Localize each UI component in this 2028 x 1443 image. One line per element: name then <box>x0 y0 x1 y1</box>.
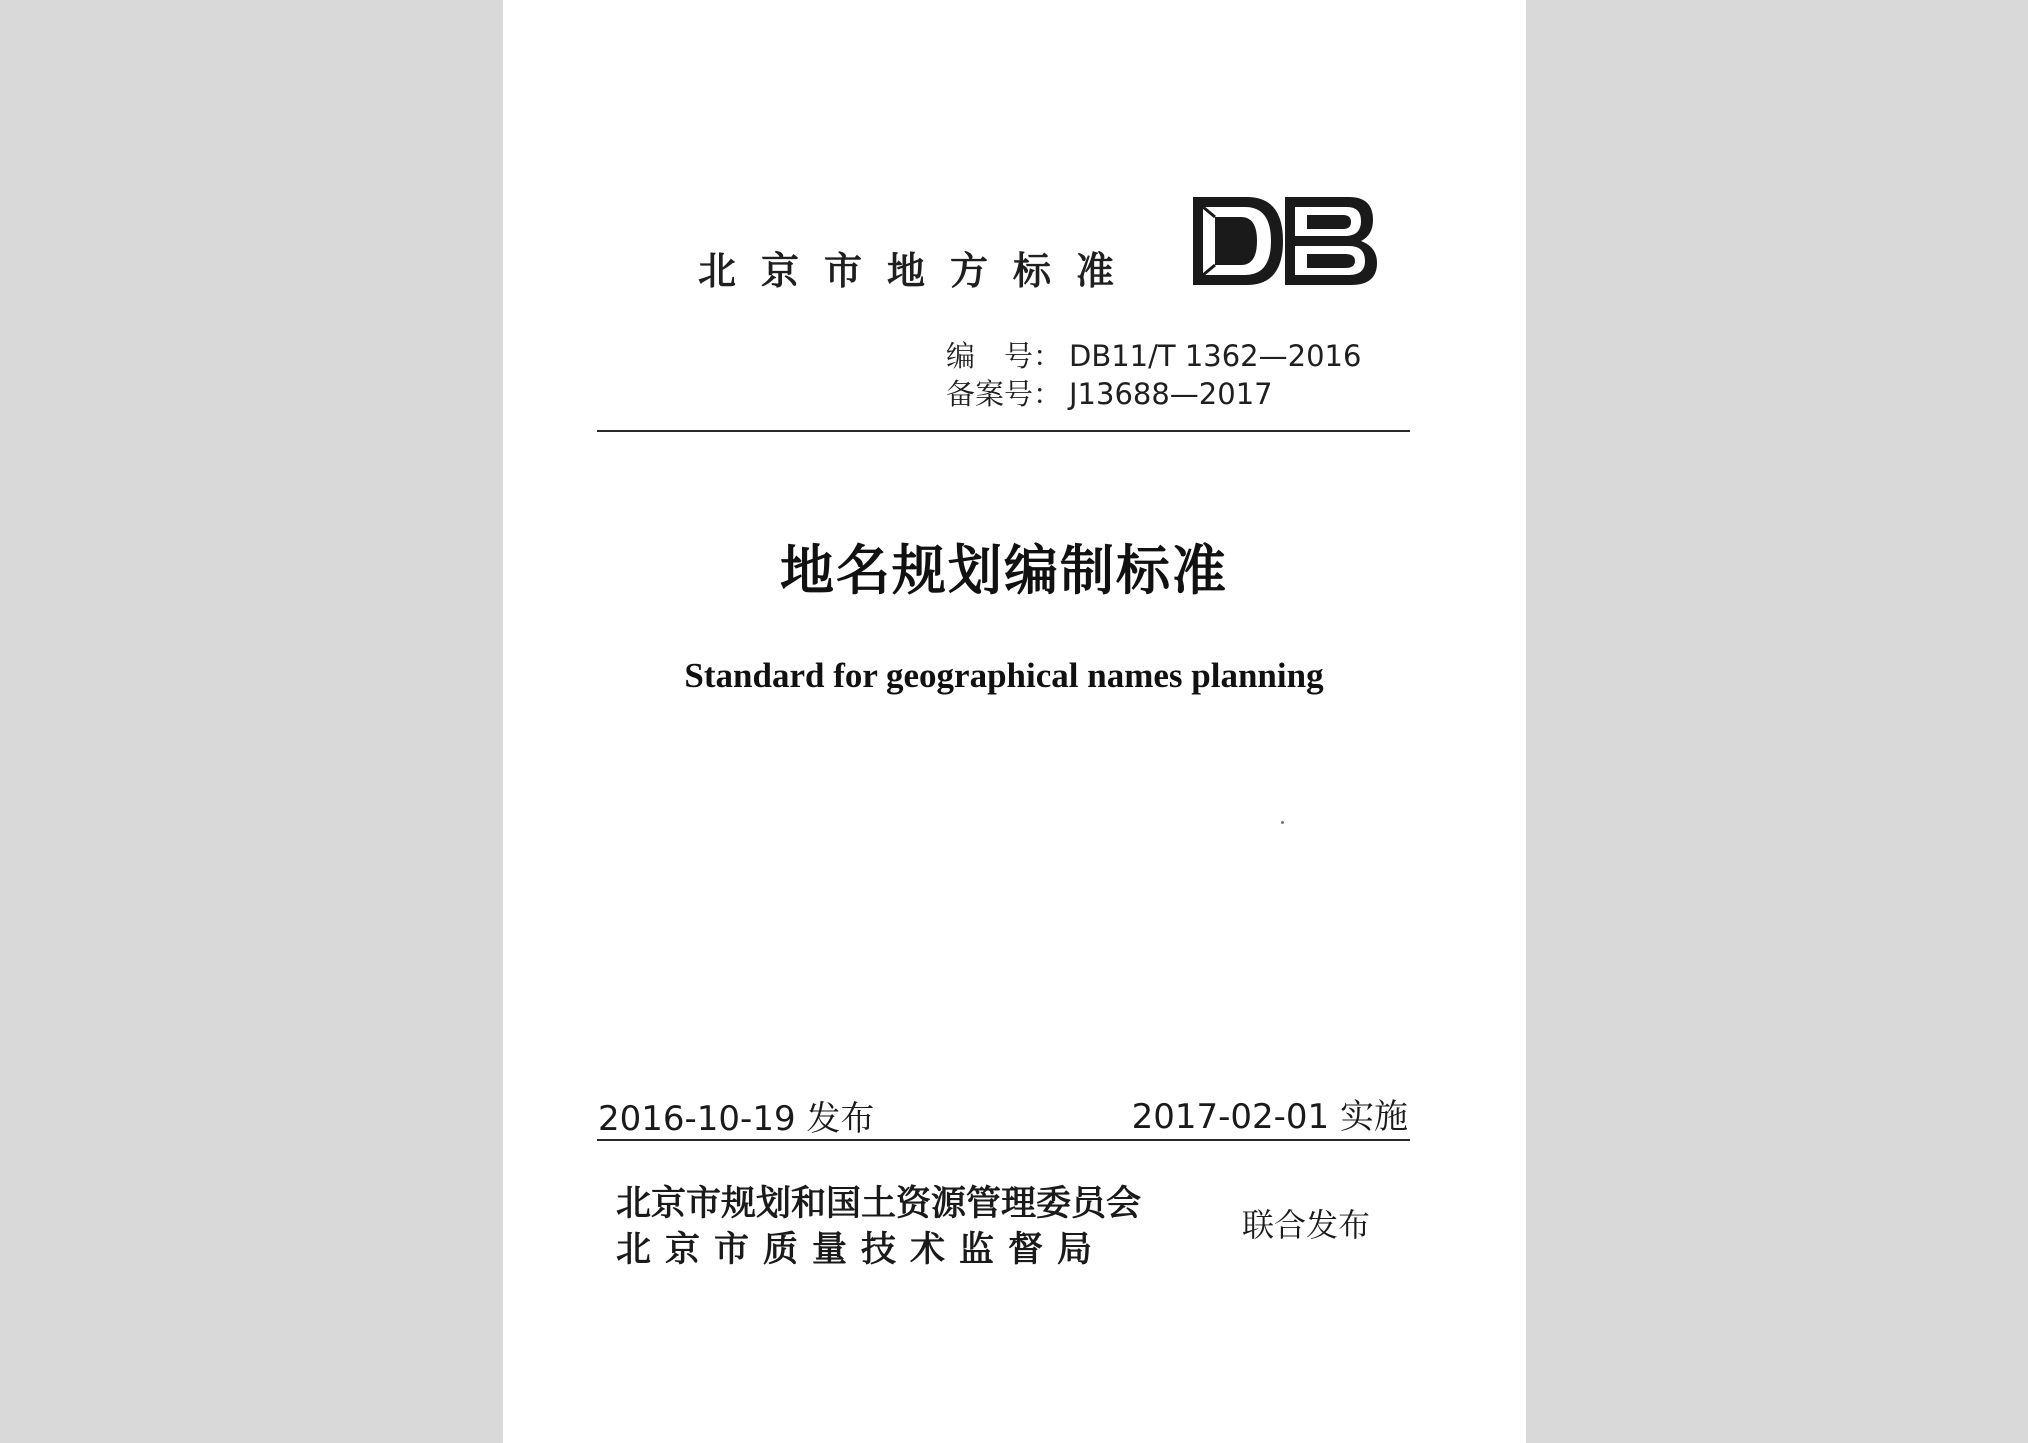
db-logo <box>1189 193 1379 289</box>
issue-date: 2016-10-19 发布 <box>598 1099 875 1139</box>
record-number-label: 备案号： <box>946 377 1063 411</box>
record-number-value: J13688—2017 <box>1069 377 1273 411</box>
top-divider <box>597 430 1410 432</box>
standard-number-value: DB11/T 1362—2016 <box>1069 339 1362 373</box>
issuer-line-2: 北京市质量技术监督局 <box>616 1230 1107 1270</box>
scan-speck <box>1281 821 1284 824</box>
standard-number-label: 编 号： <box>946 339 1063 373</box>
issuer-line-1: 北京市规划和国土资源管理委员会 <box>616 1184 1142 1224</box>
document-cover <box>503 0 1526 1443</box>
joint-release: 联合发布 <box>1242 1206 1371 1244</box>
record-number <box>946 372 1273 413</box>
standard-type: 北京市地方标准 <box>698 249 1140 293</box>
title-english: Standard for geographical names planning <box>684 656 1324 695</box>
bottom-divider <box>597 1139 1410 1141</box>
effective-date: 2017-02-01 实施 <box>1131 1097 1408 1137</box>
title-chinese: 地名规划编制标准 <box>780 539 1228 602</box>
standard-number <box>946 334 1361 375</box>
